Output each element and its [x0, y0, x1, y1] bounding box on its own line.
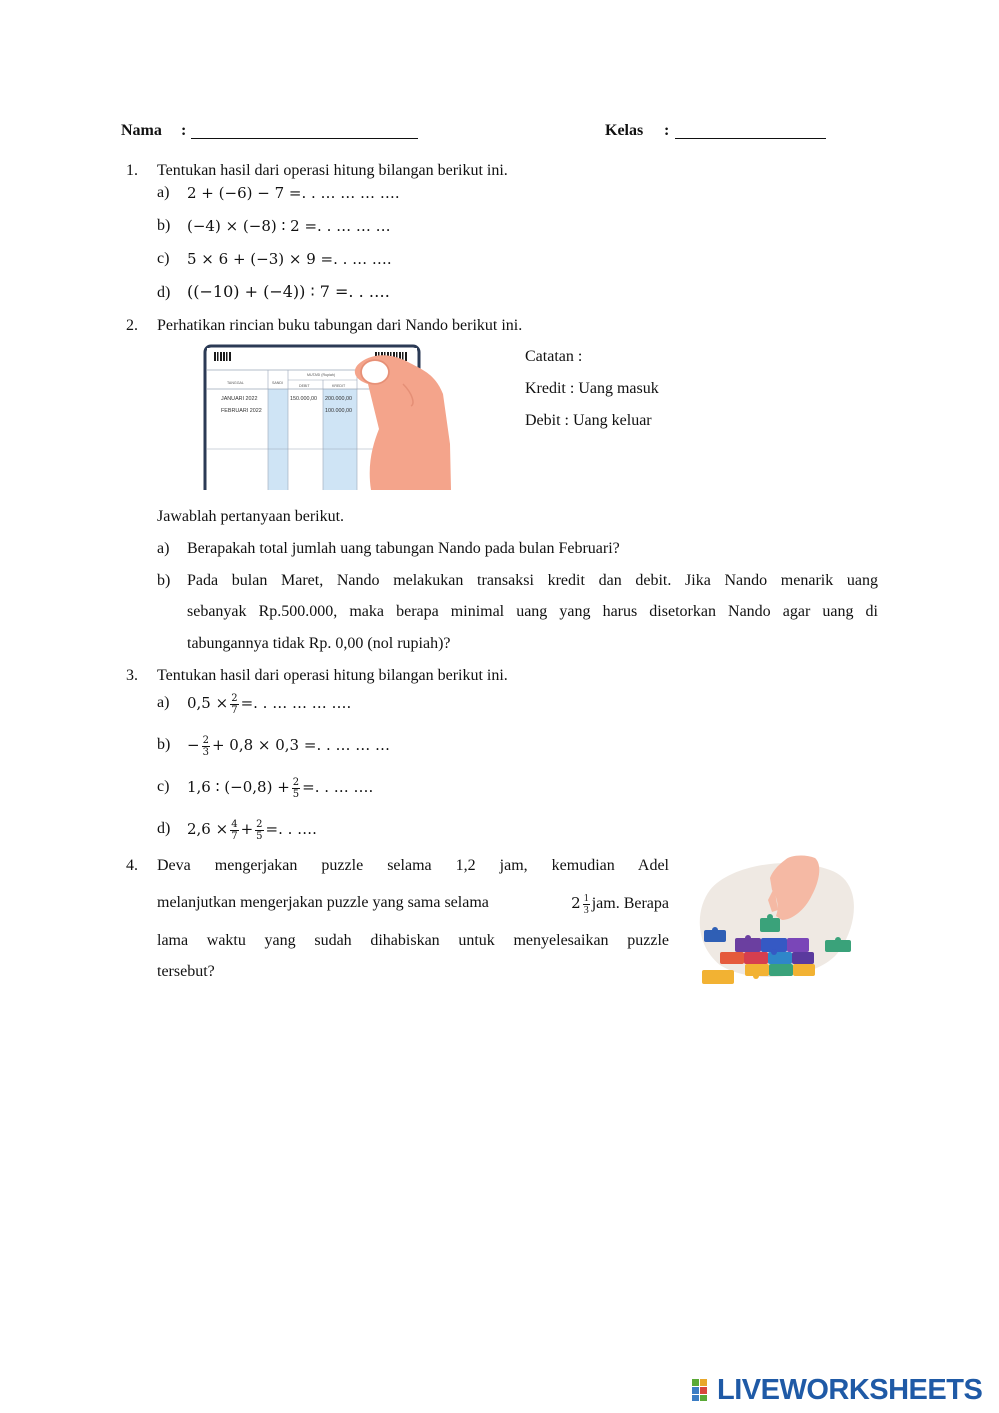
item-letter: a) [157, 694, 170, 711]
fraction-denominator: 3 [583, 904, 589, 916]
math-expression [187, 770, 373, 804]
fraction-numerator: 2 [231, 692, 238, 704]
fraction-numerator: 4 [231, 818, 238, 830]
item-text: sebanyak Rp.500.000, maka berapa minimal uang yang harus disetorkan Nando agar uang di [187, 603, 878, 620]
expr-part: =. . … … … …. [240, 694, 352, 712]
notes-debit: Debit : Uang keluar [525, 412, 652, 429]
math-expression [187, 728, 390, 762]
fraction-denominator: 7 [231, 830, 238, 842]
fraction-numerator: 2 [292, 776, 300, 788]
passbook-row-kredit: 200.000,00 [325, 396, 352, 402]
item-letter: a) [157, 184, 170, 201]
liveworksheets-icon [691, 1378, 715, 1402]
passbook-mutasi-header: MUTASI (Rupiah) [307, 373, 336, 377]
fraction [202, 735, 210, 758]
item-text: Berapakah total jumlah uang tabungan Nando pada bulan Februari? [187, 540, 620, 557]
item-letter: d) [157, 820, 171, 837]
math-expression [187, 686, 351, 720]
fraction-numerator: 1 [583, 892, 589, 904]
passbook-col-kredit: KREDIT [332, 384, 346, 388]
math-expression: 5 × 6 + (−3) × 9 =. . … …. [187, 250, 392, 268]
name-colon: : [181, 122, 187, 139]
passbook-col-sandi: SANDI [272, 381, 283, 385]
question-text: tersebut? [157, 963, 215, 980]
item-letter: c) [157, 250, 170, 267]
notes-title: Catatan : [525, 348, 583, 365]
question-number: 4. [126, 857, 138, 874]
fraction [230, 819, 238, 842]
fraction-denominator: 3 [202, 746, 209, 758]
fraction-numerator: 2 [202, 734, 209, 746]
item-letter: b) [157, 736, 171, 753]
name-field[interactable] [191, 124, 418, 139]
instruction-text: Jawablah pertanyaan berikut. [157, 508, 345, 525]
question-text [157, 886, 669, 920]
item-letter: a) [157, 540, 170, 557]
expr-part: 1,6 ∶ (−0,8) + [187, 778, 290, 796]
passbook-row-tanggal: FEBRUARI 2022 [221, 408, 262, 414]
math-expression: 2 + (−6) − 7 =. . … … … …. [187, 184, 400, 202]
fraction-numerator: 2 [256, 818, 263, 830]
fraction [255, 819, 263, 842]
expr-part: + 0,8 × 0,3 =. . … … … [211, 736, 391, 754]
expr-part: 2,6 × [187, 820, 229, 838]
question-text: Tentukan hasil dari operasi hitung bilangan berikut ini. [157, 162, 508, 179]
item-text: Pada bulan Maret, Nando melakukan transaksi kredit dan debit. Jika Nando menarik uang [187, 572, 878, 589]
expr-part: + [240, 820, 254, 838]
question-text: Tentukan hasil dari operasi hitung bilangan berikut ini. [157, 667, 508, 684]
expr-part: − [187, 736, 200, 754]
mixed-whole: 2 [571, 894, 581, 912]
passbook-graphic [203, 344, 453, 490]
passbook-row-debit: 150.000,00 [290, 396, 317, 402]
text-part: melanjutkan mengerjakan puzzle yang sama selama [157, 894, 489, 911]
name-label: Nama [121, 122, 162, 139]
puzzle-graphic [690, 850, 865, 995]
question-number: 1. [126, 162, 138, 179]
question-text: Perhatikan rincian buku tabungan dari Nando berikut ini. [157, 317, 523, 334]
fraction-denominator: 5 [292, 788, 300, 800]
question-text: Deva mengerjakan puzzle selama 1,2 jam, kemudian Adel [157, 857, 669, 874]
math-expression: (−4) × (−8) ∶ 2 =. . … … … [187, 217, 391, 235]
math-expression [187, 812, 317, 846]
passbook-row-kredit: 100.000,00 [325, 408, 352, 414]
item-letter: b) [157, 572, 171, 589]
liveworksheets-logo [691, 1374, 991, 1406]
fraction-denominator: 7 [231, 704, 238, 716]
item-letter: d) [157, 284, 171, 301]
expr-part: 0,5 × [187, 694, 229, 712]
fraction-denominator: 5 [256, 830, 263, 842]
text-part: jam. Berapa [591, 895, 669, 912]
passbook-col-tanggal: TANGGAL [227, 381, 244, 385]
mixed-number [571, 886, 669, 920]
passbook-col-debit: DEBIT [299, 384, 310, 388]
question-number: 2. [126, 317, 138, 334]
passbook-row-tanggal: JANUARI 2022 [221, 396, 258, 402]
brand-text: LIVEWORKSHEETS [717, 1373, 983, 1406]
fraction [583, 893, 590, 916]
item-text: tabungannya tidak Rp. 0,00 (nol rupiah)? [187, 635, 451, 652]
expr-part: =. . … …. [302, 778, 374, 796]
fraction [230, 693, 238, 716]
item-letter: b) [157, 217, 171, 234]
passbook-illustration [203, 344, 453, 490]
fraction [292, 777, 300, 800]
expr-part: =. . …. [265, 820, 317, 838]
class-colon: : [664, 122, 670, 139]
class-field[interactable] [675, 124, 826, 139]
math-expression: ((−10) + (−4)) ∶ 7 =. . …. [187, 282, 390, 301]
item-letter: c) [157, 778, 170, 795]
class-label: Kelas [605, 122, 644, 139]
question-number: 3. [126, 667, 138, 684]
notes-credit: Kredit : Uang masuk [525, 380, 659, 397]
question-text: lama waktu yang sudah dihabiskan untuk menyelesaikan puzzle [157, 932, 669, 949]
puzzle-illustration [690, 850, 865, 995]
